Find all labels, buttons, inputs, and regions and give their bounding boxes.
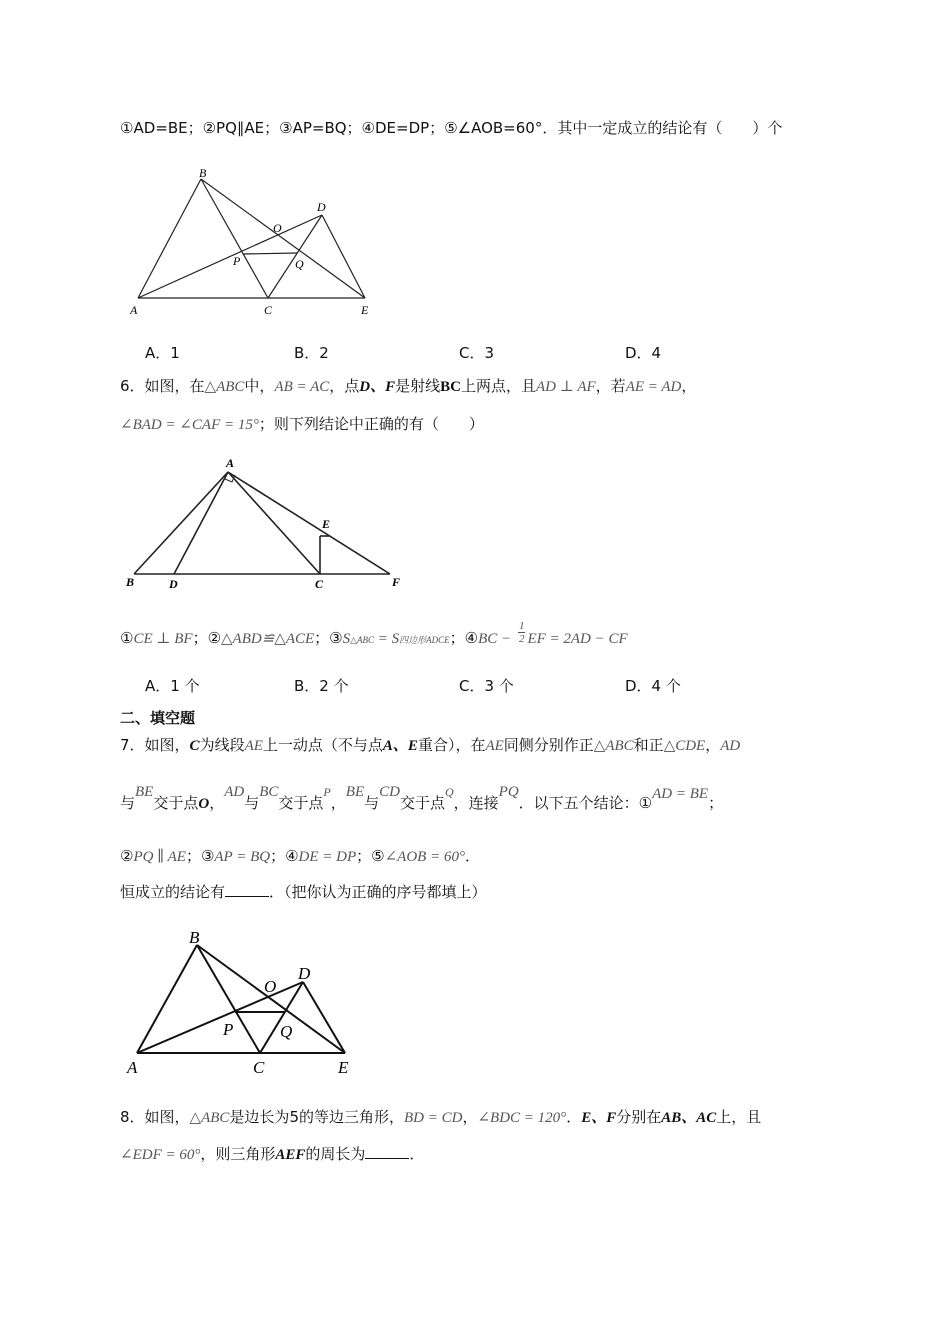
fig3-label-p: P [223, 1020, 234, 1039]
fig3-label-b: B [189, 928, 200, 947]
q6-option-c[interactable]: C．3 个 [459, 677, 514, 695]
fig1-label-b: B [199, 166, 207, 180]
q6-option-d[interactable]: D．4 个 [625, 677, 681, 695]
q6-option-b[interactable]: B．2 个 [294, 677, 349, 695]
fig2-label-a: A [226, 456, 235, 470]
q6-line2: ∠BAD = ∠CAF = 15°；则下列结论中正确的有（ ） [120, 415, 484, 433]
q7-line4: 恒成立的结论有 ．（把你认为正确的序号都填上） [120, 883, 487, 901]
q7-line3: ②PQ ∥ AE；③AP = BQ；④DE = DP；⑤∠AOB = 60°． [120, 847, 480, 865]
q6-conclusions: ①CE ⊥ BF；②△ABD≌△ACE；③S△ABC = S四边形ADCE；④BC − $\frac{1}{2}$ EF = 2AD − CF [120, 620, 628, 647]
q7-figure [125, 925, 365, 1085]
q6-figure [122, 455, 412, 595]
q6-option-a[interactable]: A．1 个 [145, 677, 200, 695]
fig2-label-f: F [392, 575, 401, 589]
fig2-label-e: E [322, 517, 331, 531]
fig1-label-c: C [264, 303, 273, 317]
q6-line1: 6．如图，在△ABC中，AB = AC，点D、F是射线BC上两点，且AD ⊥ AF，若AE = AD， [120, 377, 697, 395]
q5-option-a[interactable]: A．1 [145, 344, 180, 362]
fig3-label-e: E [338, 1058, 349, 1077]
fraction-half: $\frac{1}{2}$ [518, 620, 525, 645]
fig1-label-a: A [130, 303, 138, 317]
q7-line1: 7．如图，C为线段AE上一动点（不与点A、E重合），在AE同侧分别作正△ABC和正△CDE，AD [120, 736, 741, 754]
q8-line1: 8．如图，△ABC是边长为5的等边三角形，BD = CD，∠BDC = 120°．E、F分别在AB、AC上，且 [120, 1108, 762, 1126]
fig2-label-b: B [126, 575, 135, 589]
fig3-label-q: Q [280, 1022, 293, 1041]
fig3-label-c: C [253, 1058, 265, 1077]
fig2-label-c: C [315, 577, 324, 591]
fig1-label-d: D [317, 200, 326, 214]
fig1-label-o: O [273, 221, 282, 235]
q5-option-d[interactable]: D．4 [625, 344, 662, 362]
q8-answer-blank[interactable] [365, 1144, 409, 1159]
fig1-label-p: P [233, 254, 241, 268]
q7-answer-blank[interactable] [225, 882, 269, 897]
q5-option-c[interactable]: C．3 [459, 344, 495, 362]
fig3-label-a: A [127, 1058, 138, 1077]
fig3-label-d: D [298, 964, 311, 983]
q7-line2: 与BE交于点O，AD与BC交于点$^P$，BE与CD交于点$^Q$，连接PQ．以下五个结论：①AD = BE； [120, 784, 724, 812]
section-heading: 二、填空题 [120, 709, 196, 727]
fig1-label-q: Q [295, 257, 304, 271]
q5-figure [125, 168, 385, 318]
q5-statement: ①AD=BE；②PQ∥AE；③AP=BQ；④DE=DP；⑤∠AOB=60°．其中一定成立的结论有（ ）个 [120, 119, 783, 137]
fig2-label-d: D [169, 577, 178, 591]
q5-option-b[interactable]: B．2 [294, 344, 329, 362]
q8-line2: ∠EDF = 60°，则三角形AEF的周长为 ． [120, 1145, 425, 1163]
fig1-label-e: E [361, 303, 369, 317]
fig3-label-o: O [264, 977, 277, 996]
